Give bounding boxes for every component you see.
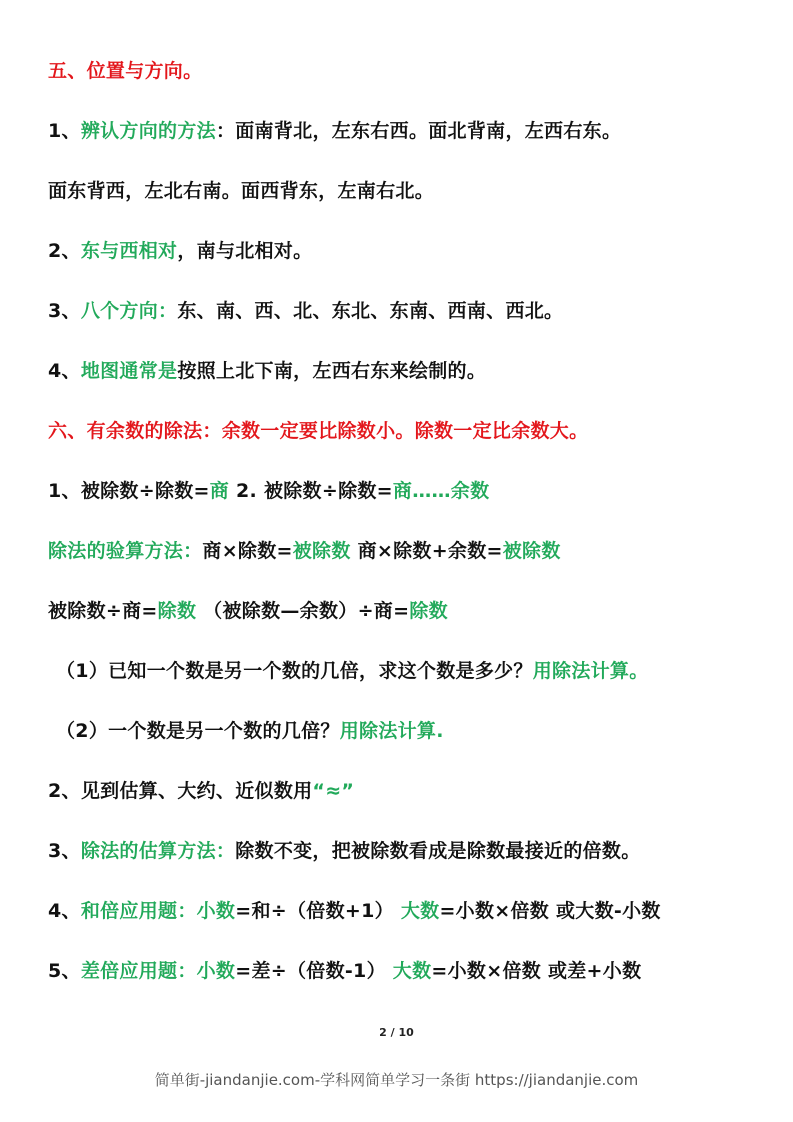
- highlight-text: 商: [209, 480, 230, 502]
- body-text: 东、南、西、北、东北、东南、西南、西北。: [177, 300, 564, 322]
- page-number: 2 / 10: [379, 1026, 414, 1039]
- highlight-text: 被除数: [292, 540, 351, 562]
- body-text: =差÷（倍数-1）: [235, 960, 393, 982]
- body-text: 4、: [48, 360, 81, 382]
- highlight-text: 大数: [392, 960, 432, 982]
- highlight-text: 除数: [157, 600, 197, 622]
- body-text: 商×除数=: [202, 540, 293, 562]
- body-text: 5、: [48, 960, 81, 982]
- highlight-text: 商……余数: [392, 480, 490, 502]
- body-text: （2）一个数是另一个数的几倍？: [56, 720, 340, 742]
- text-line: [48, 538, 561, 564]
- section-heading: 六、有余数的除法：余数一定要比除数小。除数一定比余数大。: [48, 420, 589, 442]
- highlight-text: 八个方向：: [80, 300, 178, 322]
- body-text: =小数×倍数 或差+小数: [431, 960, 642, 982]
- body-text: 4、: [48, 900, 81, 922]
- body-text: 2、: [48, 240, 81, 262]
- text-line: [48, 598, 448, 624]
- text-line: [48, 238, 312, 264]
- highlight-text: 差倍应用题：小数: [80, 960, 236, 982]
- highlight-text: 和倍应用题：小数: [80, 900, 236, 922]
- highlight-text: “≈”: [312, 780, 355, 802]
- text-line: [48, 118, 621, 144]
- section-heading: 五、位置与方向。: [48, 60, 203, 82]
- highlight-text: 辨认方向的方法: [80, 120, 216, 142]
- body-text: 商×除数+余数=: [350, 540, 503, 562]
- body-text: ，南与北相对。: [177, 240, 313, 262]
- body-text: 3、: [48, 300, 81, 322]
- text-line: [56, 658, 649, 684]
- highlight-text: 除法的估算方法：: [80, 840, 236, 862]
- text-line: [48, 358, 486, 384]
- body-text: ：面南背北，左东右西。面北背南，左西右东。: [215, 120, 622, 142]
- body-text: 3、: [48, 840, 81, 862]
- footer-watermark: 简单街-jiandanjie.com-学科网简单学习一条街 https://jiandanjie.com: [154, 1071, 639, 1089]
- body-text: =小数×倍数 或大数-小数: [439, 900, 661, 922]
- text-line: [48, 418, 588, 444]
- text-line: [48, 58, 202, 84]
- text-line: [48, 298, 563, 324]
- text-line: [48, 778, 354, 804]
- body-text: 被除数÷商=: [48, 600, 158, 622]
- highlight-text: 除数: [409, 600, 448, 622]
- text-line: [56, 718, 444, 744]
- body-text: （1）已知一个数是另一个数的几倍，求这个数是多少？: [56, 660, 533, 682]
- body-text: 除数不变，把被除数看成是除数最接近的倍数。: [235, 840, 641, 862]
- body-text: 面东背西，左北右南。面西背东，左南右北。: [48, 180, 435, 202]
- highlight-text: 用除法计算.: [339, 720, 444, 742]
- text-line: [48, 838, 641, 864]
- text-line: [48, 478, 489, 504]
- body-text: 按照上北下南，左西右东来绘制的。: [177, 360, 487, 382]
- body-text: 2. 被除数÷除数=: [229, 480, 393, 502]
- body-text: 1、: [48, 120, 81, 142]
- body-text: （被除数—余数）÷商=: [196, 600, 410, 622]
- highlight-text: 用除法计算。: [532, 660, 649, 682]
- text-line: [48, 898, 661, 924]
- highlight-text: 大数: [400, 900, 440, 922]
- highlight-text: 被除数: [502, 540, 561, 562]
- highlight-text: 东与西相对: [80, 240, 178, 262]
- body-text: 2、见到估算、大约、近似数用: [48, 780, 313, 802]
- text-line: [48, 958, 641, 984]
- text-line: [48, 178, 434, 204]
- highlight-text: 地图通常是: [80, 360, 178, 382]
- body-text: 1、被除数÷除数=: [48, 480, 210, 502]
- body-text: =和÷（倍数+1）: [235, 900, 401, 922]
- highlight-text: 除法的验算方法：: [48, 540, 203, 562]
